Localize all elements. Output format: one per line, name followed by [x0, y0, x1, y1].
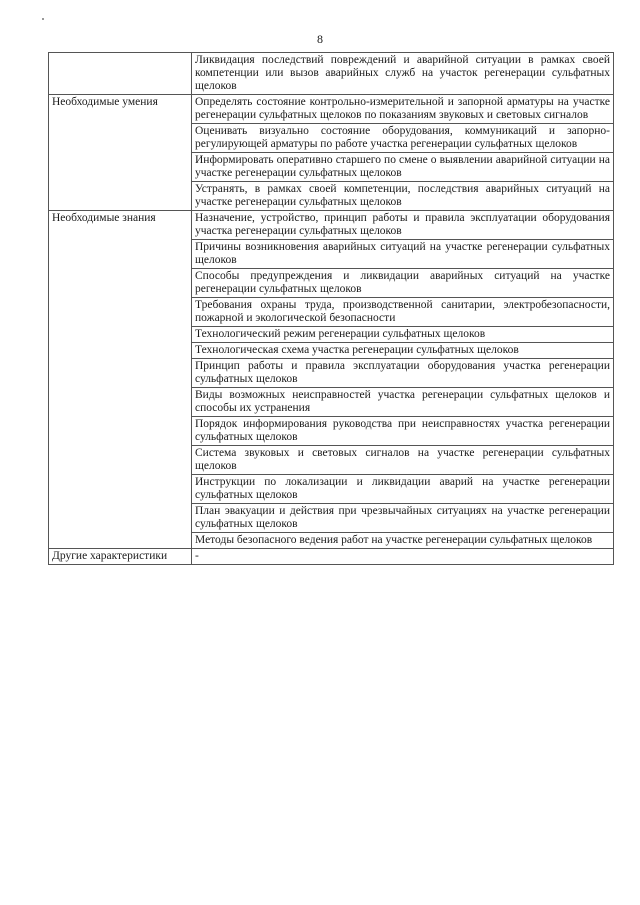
section-item: - — [192, 549, 614, 565]
section-label — [49, 53, 192, 95]
section-item: Информировать оперативно старшего по смене о выявлении аварийной ситуации на участке регенерации сульфатных щелоков — [192, 153, 614, 182]
section-label: Необходимые умения — [49, 95, 192, 211]
table-row — [49, 53, 614, 95]
section-item: Технологический режим регенерации сульфатных щелоков — [192, 327, 614, 343]
section-item: Система звуковых и световых сигналов на участке регенерации сульфатных щелоков — [192, 446, 614, 475]
scan-speck — [42, 18, 44, 20]
section-item: Причины возникновения аварийных ситуаций на участке регенерации сульфатных щелоков — [192, 240, 614, 269]
section-item: Ликвидация последствий повреждений и аварийной ситуации в рамках своей компетенции или вызов аварийных служб на участок регенерации сульфатных щелоков — [192, 53, 614, 95]
table-row — [49, 549, 614, 565]
section-item: Виды возможных неисправностей участка регенерации сульфатных щелоков и способы их устранения — [192, 388, 614, 417]
section-item: Определять состояние контрольно-измерительной и запорной арматуры на участке регенерации сульфатных щелоков по показаниям звуковых и световых сигналов — [192, 95, 614, 124]
section-item: Принцип работы и правила эксплуатации оборудования участка регенерации сульфатных щелоков — [192, 359, 614, 388]
page-number: 8 — [317, 32, 323, 46]
section-item: Оценивать визуально состояние оборудования, коммуникаций и запорно-регулирующей арматуры по работе участка регенерации сульфатных щелоков — [192, 124, 614, 153]
section-item: Назначение, устройство, принцип работы и правила эксплуатации оборудования участка регенерации сульфатных щелоков — [192, 211, 614, 240]
table-row — [49, 95, 614, 124]
competency-table — [48, 52, 614, 565]
section-item: Инструкции по локализации и ликвидации аварий на участке регенерации сульфатных щелоков — [192, 475, 614, 504]
section-item: План эвакуации и действия при чрезвычайных ситуациях на участке регенерации сульфатных щелоков — [192, 504, 614, 533]
section-item: Порядок информирования руководства при неисправностях участка регенерации сульфатных щелоков — [192, 417, 614, 446]
section-item: Устранять, в рамках своей компетенции, последствия аварийных ситуаций на участке регенерации сульфатных щелоков — [192, 182, 614, 211]
section-item: Методы безопасного ведения работ на участке регенерации сульфатных щелоков — [192, 533, 614, 549]
section-label: Другие характеристики — [49, 549, 192, 565]
section-label: Необходимые знания — [49, 211, 192, 549]
section-item: Технологическая схема участка регенерации сульфатных щелоков — [192, 343, 614, 359]
section-item: Способы предупреждения и ликвидации аварийных ситуаций на участке регенерации сульфатных щелоков — [192, 269, 614, 298]
section-item: Требования охраны труда, производственной санитарии, электробезопасности, пожарной и экологической безопасности — [192, 298, 614, 327]
table-row — [49, 211, 614, 240]
